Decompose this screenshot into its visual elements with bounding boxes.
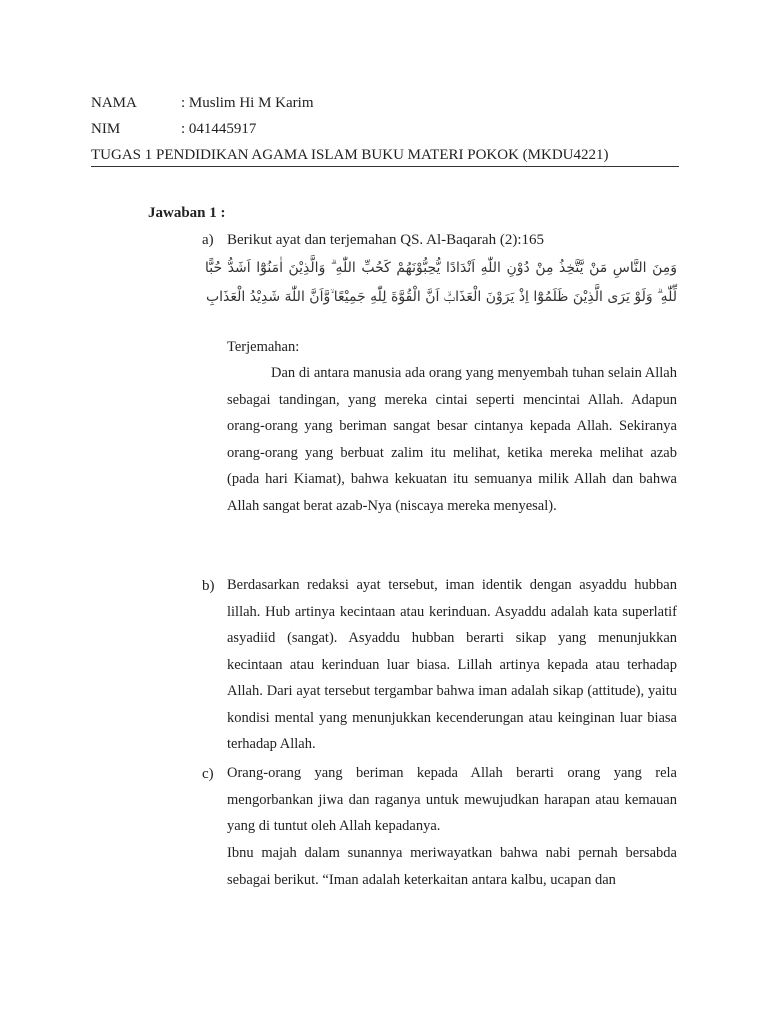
item-c-text: Orang-orang yang beriman kepada Allah berarti orang yang rela mengorbankan jiwa dan raganya untuk mewujudkan harapan atau kemauan yang di tuntut oleh Allah kepadanya. (227, 765, 677, 834)
title-underline (91, 166, 679, 167)
item-a-marker: a) (202, 232, 214, 248)
assignment-title: TUGAS 1 PENDIDIKAN AGAMA ISLAM BUKU MATERI POKOK (MKDU4221) (91, 147, 609, 163)
nim-label: NIM (91, 121, 121, 137)
answer-heading: Jawaban 1 : (148, 205, 226, 221)
arabic-verse: وَمِنَ النَّاسِ مَنْ يَّتَّخِذُ مِنْ دُوْنِ اللّٰهِ اَنْدَادًا يُّحِبُّوْنَهُمْ كَحُبِّ اللّٰهِ ۗ وَالَّذِيْنَ اٰمَنُوْٓا اَشَدُّ حُبًّا لِّلّٰهِ ۗ وَلَوْ يَرَى الَّذِيْنَ ظَلَمُوْٓا اِذْ يَرَوْنَ الْعَذَابَۙ اَنَّ الْقُوَّةَ لِلّٰهِ جَمِيْعًا ۙوَّاَنَّ اللّٰهَ شَدِيْدُ الْعَذَابِ (205, 260, 677, 305)
nim-value: : 041445917 (181, 121, 257, 137)
item-b-text: Berdasarkan redaksi ayat tersebut, iman identik dengan asyaddu hubban lillah. Hub artinya kecintaan atau kerinduan. Asyaddu adalah kata superlatif asyadiid (sangat). Asyaddu hubban berarti sikap yang menunjukkan kecintaan atau kerinduan luar biasa. Lillah artinya kepada atau terhadap Allah. Dari ayat tersebut tergambar bahwa iman adalah sikap (attitude), yaitu kondisi mental yang menunjukkan kecenderungan atau keinginan luar biasa terhadap Allah. (227, 577, 677, 752)
item-b-marker: b) (202, 578, 215, 594)
name-value: : Muslim Hi M Karim (181, 95, 314, 111)
name-row (91, 93, 314, 113)
item-c-text-continued: Ibnu majah dalam sunannya meriwayatkan bahwa nabi pernah bersabda sebagai berikut. “Iman adalah keterkaitan antara kalbu, ucapan dan (227, 845, 677, 888)
nim-row (91, 119, 256, 139)
item-a-intro: Berikut ayat dan terjemahan QS. Al-Baqarah (2):165 (227, 232, 544, 248)
terjemahan-text: Dan di antara manusia ada orang yang menyembah tuhan selain Allah sebagai tandingan, yang mereka cintai seperti mencintai Allah. Adapun orang-orang yang beriman sangat besar cintanya kepada Allah. Sekiranya orang-orang yang berbuat zalim itu melihat, ketika mereka melihat azab (pada hari Kiamat), bahwa kekuatan itu semuanya milik Allah dan bahwa Allah sangat berat azab-Nya (niscaya mereka menyesal). (227, 365, 677, 514)
terjemahan-label: Terjemahan: (227, 339, 300, 355)
item-c-marker: c) (202, 766, 214, 782)
name-label: NAMA (91, 95, 137, 111)
